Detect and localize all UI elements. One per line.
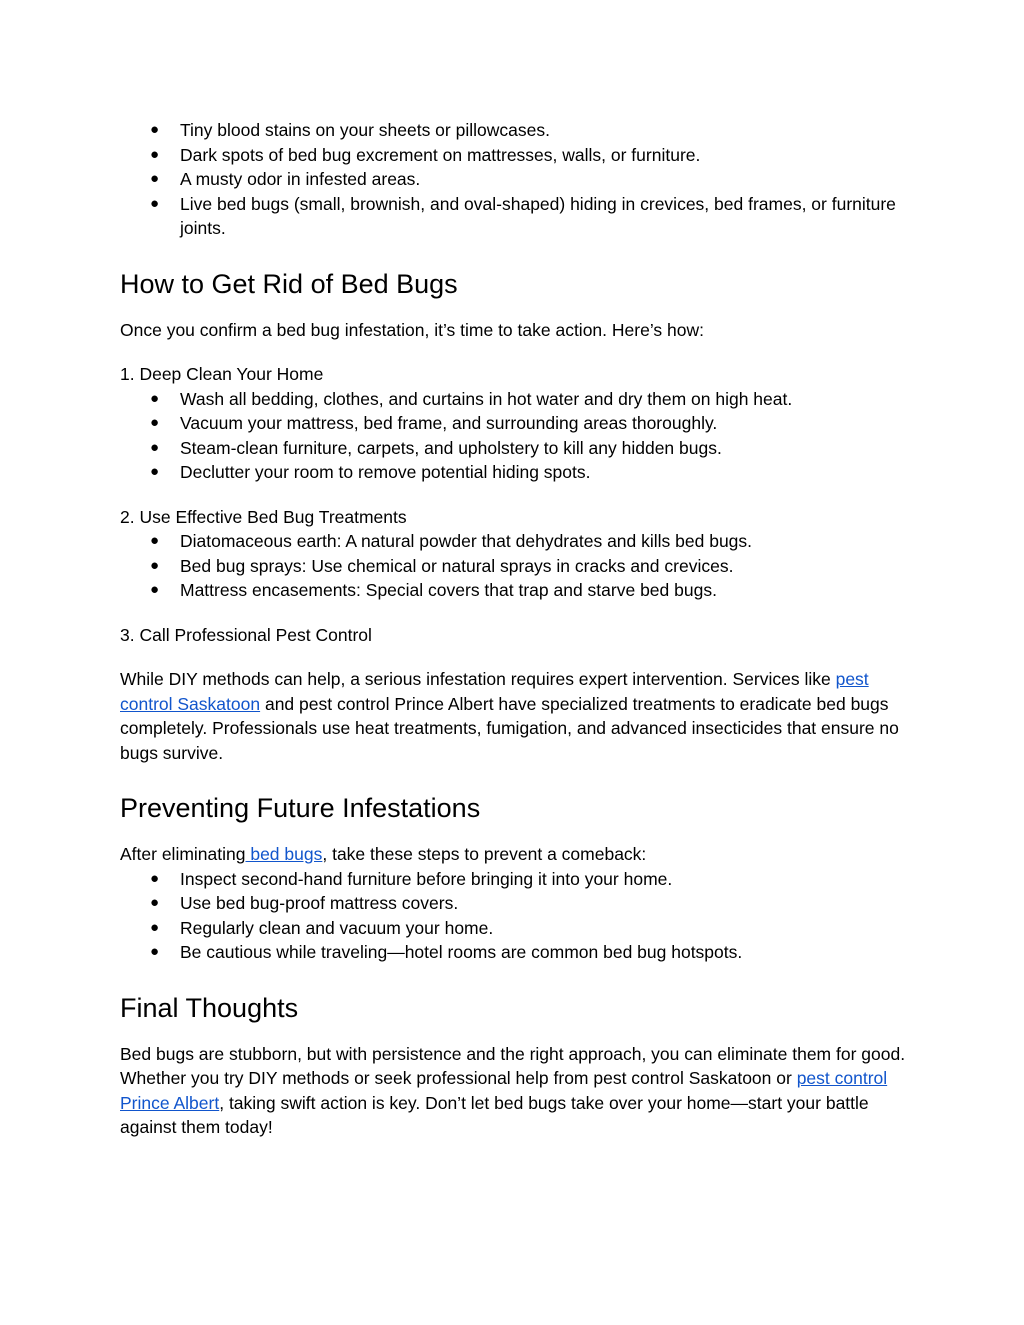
list-item: ● Mattress encasements: Special covers that trap and starve bed bugs.: [120, 578, 910, 603]
list-item: ● A musty odor in infested areas.: [120, 167, 910, 192]
final-paragraph: Bed bugs are stubborn, but with persistence and the right approach, you can eliminate them for good. Whether you try DIY methods or seek professional help from pest control Saskatoon or pest control Prince Albert, taking swift action is key. Don’t let bed bugs take over your home—start your battle against them today!: [120, 1043, 906, 1137]
list-item: ● Inspect second-hand furniture before bringing it into your home.: [120, 867, 910, 892]
bullet-icon: ●: [150, 389, 160, 407]
heading-get-rid: How to Get Rid of Bed Bugs: [120, 268, 458, 299]
bullet-icon: ●: [150, 943, 160, 960]
list-item: ● Declutter your room to remove potential hiding spots.: [120, 460, 910, 485]
link-bed-bugs[interactable]: bed bugs: [245, 844, 323, 864]
bullet-icon: ●: [150, 581, 160, 598]
list-item: ● Wash all bedding, clothes, and curtains in hot water and dry them on high heat.: [120, 387, 910, 412]
list-item: ● Live bed bugs (small, brownish, and oval-shaped) hiding in crevices, bed frames, or furniture joints.: [150, 193, 896, 238]
list-item: ● Regularly clean and vacuum your home.: [120, 916, 910, 941]
list-item: ● Tiny blood stains on your sheets or pillowcases.: [120, 118, 910, 143]
heading-final-thoughts: Final Thoughts: [120, 992, 299, 1023]
step2-title: 2. Use Effective Bed Bug Treatments: [120, 506, 407, 527]
list-item: ● Use bed bug-proof mattress covers.: [120, 891, 910, 916]
bullet-icon: ●: [150, 194, 160, 212]
bullet-icon: ●: [150, 414, 160, 431]
step1-list: [120, 387, 910, 485]
bullet-icon: ●: [150, 532, 160, 549]
heading-prevent: Preventing Future Infestations: [120, 793, 481, 823]
bullet-icon: ●: [150, 170, 160, 187]
bullet-icon: ●: [150, 869, 160, 887]
list-item: ● Be cautious while traveling—hotel rooms are common bed bug hotspots.: [120, 940, 910, 965]
get-rid-intro: Once you confirm a bed bug infestation, it’s time to take action. Here’s how:: [120, 319, 704, 340]
document-content: [120, 118, 910, 1140]
prevent-list: [120, 867, 910, 965]
bullet-icon: ●: [150, 918, 160, 936]
list-item: ● Vacuum your mattress, bed frame, and surrounding areas thoroughly.: [120, 411, 910, 436]
prevent-intro: After eliminating bed bugs, take these steps to prevent a comeback:: [120, 844, 647, 864]
bullet-icon: ●: [150, 145, 160, 163]
step3-paragraph: While DIY methods can help, a serious infestation requires expert intervention. Services like pest control Saskatoon and pest control Prince Albert have specialized treatments to eradicate bed bugs completely. Professionals use heat treatments, fumigation, and advanced insecticides that ensure no bugs survive.: [120, 669, 899, 763]
bullet-icon: ●: [150, 556, 160, 574]
bullet-icon: ●: [150, 894, 160, 911]
bullet-icon: ●: [150, 463, 160, 480]
signs-list: [120, 118, 910, 241]
list-item: ● Diatomaceous earth: A natural powder that dehydrates and kills bed bugs.: [120, 529, 910, 554]
link-pest-control-saskatoon[interactable]: pest control Saskatoon: [120, 669, 869, 714]
bullet-icon: ●: [150, 121, 160, 138]
bullet-icon: ●: [150, 438, 160, 456]
step2-list: [120, 529, 910, 603]
list-item: ● Bed bug sprays: Use chemical or natural sprays in cracks and crevices.: [120, 554, 910, 579]
step1-title: 1. Deep Clean Your Home: [120, 364, 324, 384]
link-pest-control-prince-albert[interactable]: pest control Prince Albert: [120, 1068, 888, 1113]
step3-title: 3. Call Professional Pest Control: [120, 624, 372, 645]
list-item: ● Steam-clean furniture, carpets, and upholstery to kill any hidden bugs.: [120, 436, 910, 461]
list-item: ● Dark spots of bed bug excrement on mattresses, walls, or furniture.: [120, 143, 910, 168]
